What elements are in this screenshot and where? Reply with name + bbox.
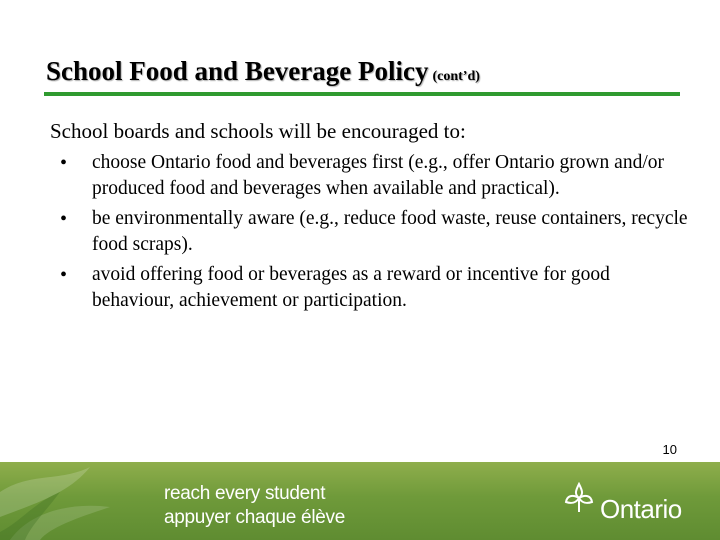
intro-text: School boards and schools will be encouraged to: (50, 119, 466, 143)
tagline-english: reach every student (164, 483, 326, 504)
ontario-trillium-icon (564, 482, 594, 514)
title-underline (44, 92, 680, 96)
slide-title-suffix: (cont’d) (432, 69, 480, 84)
bullet-text: choose Ontario food and beverages first (e.g., offer Ontario grown and/or produced food and beverages when available and practical). (92, 152, 664, 199)
bullet-item (60, 150, 690, 202)
leaf-swoosh-graphic (0, 462, 160, 540)
bullet-text: be environmentally aware (e.g., reduce food waste, reuse containers, recycle food scraps). (92, 208, 688, 255)
page-number: 10 (662, 442, 677, 457)
slide-title-text: School Food and Beverage Policy (46, 56, 429, 86)
ontario-wordmark: Ontario (600, 494, 682, 524)
tagline (164, 482, 345, 530)
bullet-marker: • (60, 208, 68, 230)
bullet-item (60, 262, 690, 314)
tagline-french: appuyer chaque élève (164, 507, 345, 528)
slide-title (46, 56, 480, 87)
bullet-marker: • (60, 264, 68, 286)
footer-banner (0, 462, 720, 540)
bullet-item (60, 206, 690, 258)
bullet-marker: • (60, 152, 68, 174)
bullet-text: avoid offering food or beverages as a reward or incentive for good behaviour, achievement or participation. (92, 264, 610, 311)
bullet-list (60, 150, 690, 318)
